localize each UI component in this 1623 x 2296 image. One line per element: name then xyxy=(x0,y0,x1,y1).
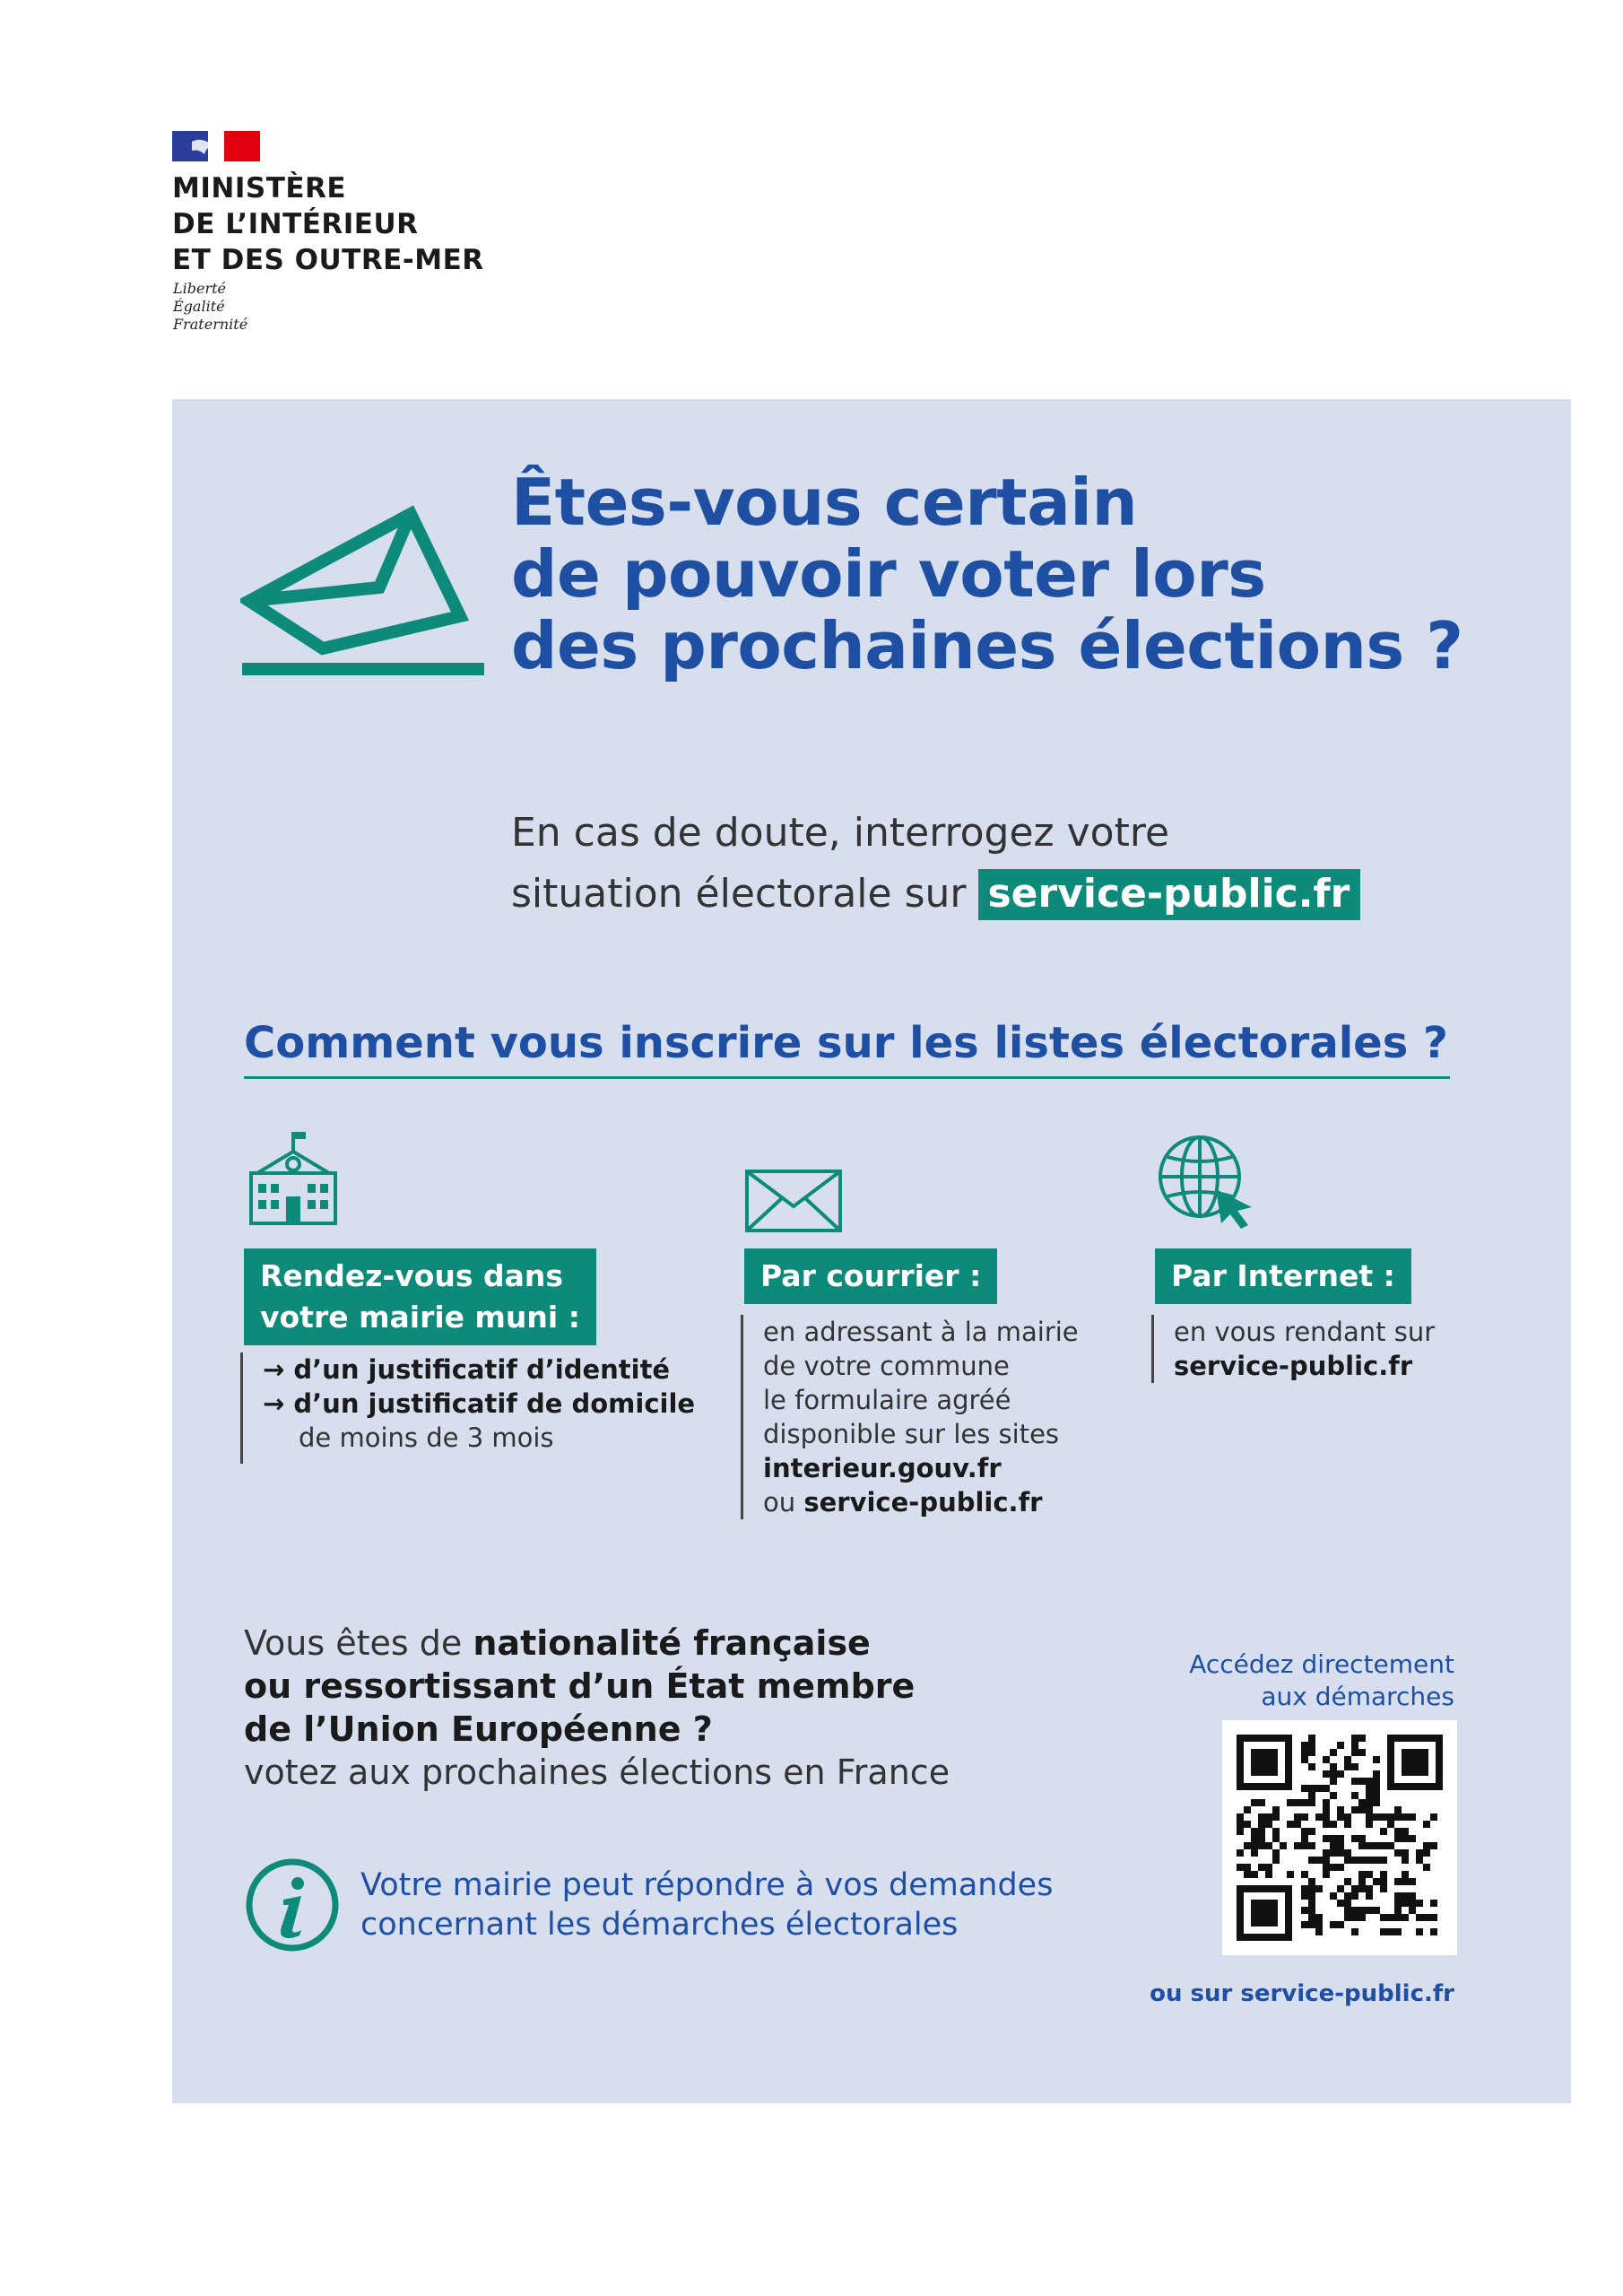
courrier-details xyxy=(741,1315,1140,1519)
eligibility-text xyxy=(244,1622,1051,1794)
motto-line: Égalité xyxy=(173,298,225,315)
ministry-line: DE L’INTÉRIEUR xyxy=(172,208,419,240)
service-public-link[interactable]: service-public.fr xyxy=(1174,1351,1413,1381)
badge-courrier: Par courrier : xyxy=(744,1248,997,1304)
republic-motto xyxy=(173,280,247,334)
section-title: Comment vous inscrire sur les listes électorales ? xyxy=(244,1013,1450,1079)
detail-line: le formulaire agréé xyxy=(763,1385,1011,1415)
lead-text xyxy=(511,803,1497,925)
info-icon xyxy=(244,1857,341,1953)
lead-line-text: situation électorale sur xyxy=(511,871,967,917)
eligibility-bold: de l’Union Européenne ? xyxy=(244,1709,713,1749)
list-item: → d’un justificatif de domicile xyxy=(263,1388,696,1419)
service-public-link[interactable]: service-public.fr xyxy=(803,1487,1043,1518)
badge-mairie xyxy=(244,1248,596,1345)
internet-details xyxy=(1151,1315,1497,1383)
interieur-link[interactable]: interieur.gouv.fr xyxy=(763,1453,1002,1483)
detail-line: en adressant à la mairie xyxy=(763,1317,1079,1347)
badge-line: Rendez-vous dans xyxy=(260,1258,564,1293)
globe-cursor-icon xyxy=(1155,1132,1258,1231)
ballot-envelope-icon xyxy=(240,498,487,677)
envelope-icon xyxy=(744,1169,843,1233)
qr-footer-link[interactable]: ou sur service-public.fr xyxy=(1150,1980,1454,2007)
eligibility-prefix: Vous êtes de xyxy=(244,1623,473,1663)
mairie-requirements xyxy=(240,1352,711,1464)
title-line: Êtes-vous certain xyxy=(511,465,1138,540)
detail-line: disponible sur les sites xyxy=(763,1419,1060,1449)
eligibility-bold: nationalité française xyxy=(473,1623,871,1663)
list-item: → d’un justificatif d’identité xyxy=(263,1354,671,1385)
lead-line: En cas de doute, interrogez votre xyxy=(511,810,1170,856)
motto-line: Fraternité xyxy=(173,316,248,333)
detail-line: en vous rendant sur xyxy=(1174,1317,1436,1347)
title-line: de pouvoir voter lors xyxy=(511,536,1266,612)
qr-caption-line: aux démarches xyxy=(1261,1682,1454,1711)
detail-line: de votre commune xyxy=(763,1351,1010,1381)
marianne-flag-icon xyxy=(172,131,260,161)
info-line: concernant les démarches électorales xyxy=(360,1907,959,1943)
qr-code-image xyxy=(1222,1720,1457,1955)
eligibility-bold: ou ressortissant d’un État membre xyxy=(244,1666,916,1706)
town-hall-icon xyxy=(244,1128,343,1227)
info-line: Votre mairie peut répondre à vos demandes xyxy=(360,1867,1054,1903)
ministry-line: MINISTÈRE xyxy=(172,172,347,204)
page-title xyxy=(511,466,1515,682)
detail-prefix: ou xyxy=(763,1487,804,1518)
eligibility-tail: votez aux prochaines élections en France xyxy=(244,1752,950,1792)
title-line: des prochaines élections ? xyxy=(511,608,1463,683)
qr-caption xyxy=(1139,1648,1454,1713)
lead-line xyxy=(511,864,1497,925)
info-text xyxy=(360,1866,1078,1944)
ministry-line: ET DES OUTRE-MER xyxy=(172,244,484,276)
qr-caption-line: Accédez directement xyxy=(1189,1649,1454,1679)
qr-code[interactable] xyxy=(1222,1720,1457,1955)
badge-line: votre mairie muni : xyxy=(260,1300,580,1335)
badge-internet: Par Internet : xyxy=(1155,1248,1411,1304)
motto-line: Liberté xyxy=(173,280,226,297)
ministry-name xyxy=(172,170,484,278)
service-public-link[interactable]: service-public.fr xyxy=(978,869,1360,920)
list-note: de moins de 3 mois xyxy=(299,1422,554,1453)
